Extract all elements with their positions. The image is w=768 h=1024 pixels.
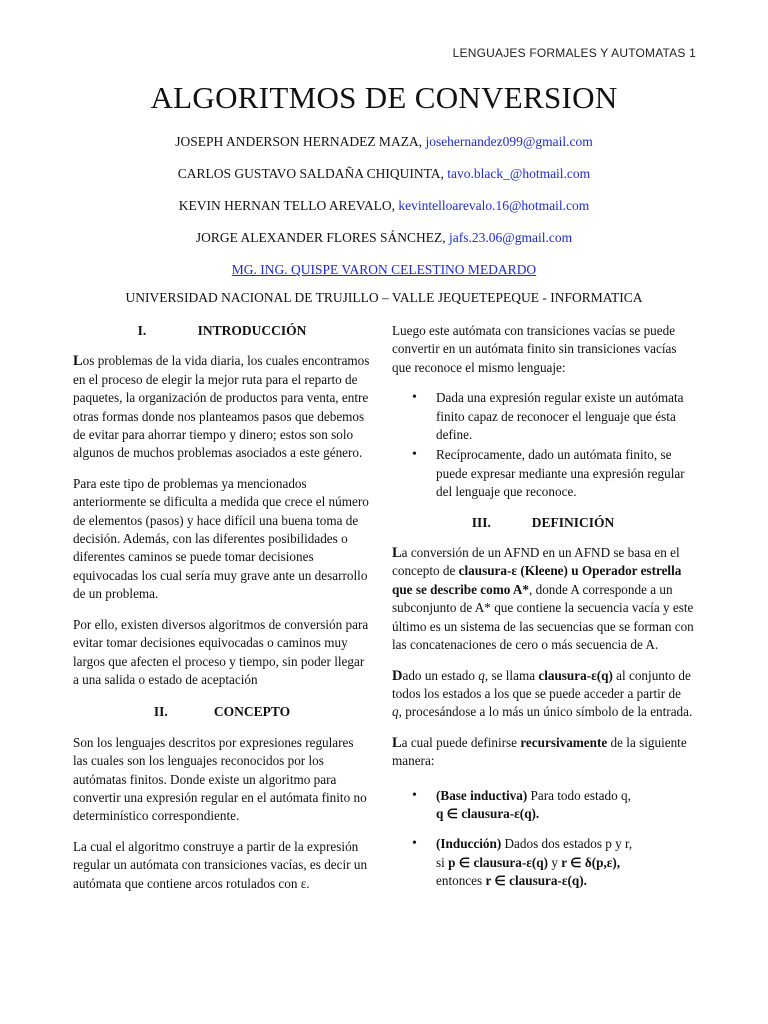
paragraph: La cual el algoritmo construye a partir de la expresión regular un autómata con transiciones vacías, es decir un autómata que contiene arcos rotulados con ε.: [73, 838, 368, 891]
definition-list: [392, 787, 694, 891]
section-heading-introduccion: [73, 322, 371, 340]
author-line: [0, 162, 768, 194]
list-item: [436, 835, 694, 890]
paragraph-text: Para todo estado q,: [527, 787, 631, 803]
paragraph: Para este tipo de problemas ya mencionados anteriormente se dificulta a medida que crece el número de elementos (pasos) y hace difícil una buena toma de decisión. Además, con las diferentes posibilidades o diferentes caminos se puede tomar decisiones equivocadas los cual sería muy grave ante un desarrollo de un problema.: [73, 475, 369, 602]
author-list: [0, 130, 768, 290]
paragraph-text: y: [548, 854, 562, 870]
paragraph: Son los lenguajes descritos por expresiones regulares las cuales son los lenguajes reconocidos por los autómatas finitos. Donde existe un algoritmo para convertir una expresión regular en el autómata finito no determinístico correspondiente.: [73, 734, 367, 824]
advisor-link[interactable]: MG. ING. QUISPE VARON CELESTINO MEDARDO: [231, 262, 537, 277]
paragraph-text: entonces: [436, 873, 486, 889]
paragraph: Luego este autómata con transiciones vacías se puede convertir en un autómata finito sin transiciones vacías que reconoce el mismo lenguaje:: [392, 323, 677, 375]
paragraph-text: de la siguiente manera:: [392, 734, 687, 769]
author-email[interactable]: jafs.23.06@gmail.com: [449, 230, 573, 245]
bold-term: clausura-ε (Kleene) u Operador estrella que se describe como A*: [392, 563, 682, 597]
paragraph-text: , donde A corresponde a un subconjunto de A* que contiene la secuencia vacía y este último es un sistema de las secuencias que se forman con las concatenaciones de cero o más secuencia de A.: [392, 581, 694, 653]
author-name: CARLOS GUSTAVO SALDAÑA CHIQUINTA,: [177, 166, 448, 181]
section-number: II.: [153, 704, 168, 720]
author-line: [0, 130, 768, 162]
drop-cap: L: [392, 734, 402, 751]
paragraph-text: a cual puede definirse: [401, 734, 521, 750]
drop-cap: L: [73, 353, 83, 370]
section-title: CONCEPTO: [213, 704, 291, 720]
list-item: • Dada una expresión regular existe un autómata finito capaz de reconocer el lenguaje que ésta define.: [436, 389, 694, 444]
paragraph-text: si: [436, 854, 449, 870]
author-email[interactable]: kevintelloarevalo.16@hotmail.com: [398, 198, 590, 213]
bold-term: recursivamente: [520, 734, 608, 750]
section-title: INTRODUCCIÓN: [197, 323, 307, 338]
author-name: JORGE ALEXANDER FLORES SÁNCHEZ,: [195, 230, 450, 245]
section-number: III.: [471, 514, 491, 530]
paper-title: ALGORITMOS DE CONVERSION: [150, 80, 618, 115]
paragraph-text: al conjunto de todos los estados a los que se puede acceder a partir de: [392, 667, 691, 701]
paragraph-text: os problemas de la vida diaria, los cuales encontramos en el proceso de elegir la mejor ruta para el reparto de paquetes, la organización de productos para venta, entre otras formas donde nos planteamos pasos que debemos de evitar para ahorrar tiempo y dinero; estos son solo algunos de muchos problemas asociados a este género.: [73, 353, 370, 461]
bold-term: clausura-ε(q): [538, 667, 613, 683]
paragraph-text: ado un estado: [402, 667, 479, 683]
bold-term: q ∈ clausura-ε(q).: [436, 805, 540, 821]
author-name: JOSEPH ANDERSON HERNADEZ MAZA,: [175, 134, 426, 149]
section-title: DEFINICIÓN: [531, 514, 615, 530]
section-heading-definicion: [392, 514, 694, 532]
university-affiliation: UNIVERSIDAD NACIONAL DE TRUJILLO – VALLE JEQUETEPEQUE - INFORMATICA: [125, 290, 643, 305]
drop-cap: D: [392, 667, 403, 684]
author-line: [0, 226, 768, 258]
bullet-list: [392, 389, 694, 501]
list-item: • Recíprocamente, dado un autómata finito, se puede expresar mediante una expresión regular del lenguaje que reconoce.: [436, 446, 694, 501]
paragraph-text: , se llama: [484, 667, 539, 683]
bold-term: (Inducción): [436, 836, 502, 852]
paragraph-text: , procesándose a lo más un único símbolo de la entrada.: [398, 704, 693, 720]
paragraph: [392, 734, 694, 771]
author-email[interactable]: tavo.black_@hotmail.com: [447, 166, 591, 181]
drop-cap: L: [392, 545, 402, 562]
section-heading-concepto: [73, 703, 371, 721]
author-name: KEVIN HERNAN TELLO AREVALO,: [178, 198, 399, 213]
author-email[interactable]: josehernandez099@gmail.com: [425, 134, 593, 149]
bold-term: r ∈ clausura-ε(q).: [485, 873, 587, 889]
bold-term: (Base inductiva): [436, 787, 528, 803]
math-var: q: [392, 704, 399, 720]
section-number: I.: [137, 323, 147, 338]
bold-term: p ∈ clausura-ε(q): [448, 854, 549, 870]
paragraph-text: a conversión de un AFND en un AFND se basa en el concepto de: [392, 545, 680, 579]
bold-term: r ∈ δ(p,ε),: [561, 854, 621, 870]
math-var: q: [478, 667, 485, 683]
right-column: [392, 322, 694, 903]
paragraph: [392, 667, 694, 722]
paragraph-text: Dados dos estados p y r,: [501, 836, 633, 852]
left-column: [73, 322, 371, 905]
list-item: [436, 787, 694, 824]
paragraph: [73, 352, 371, 462]
paragraph: [392, 544, 694, 654]
paragraph: Por ello, existen diversos algoritmos de conversión para evitar tomar decisiones equivocadas o caminos muy largos que afecten el proceso y tiempo, sin poder llegar a una salida o estado de aceptación: [73, 616, 369, 687]
running-header: LENGUAJES FORMALES Y AUTOMATAS 1: [452, 46, 696, 60]
author-line: [0, 194, 768, 226]
advisor-line: [0, 258, 768, 290]
